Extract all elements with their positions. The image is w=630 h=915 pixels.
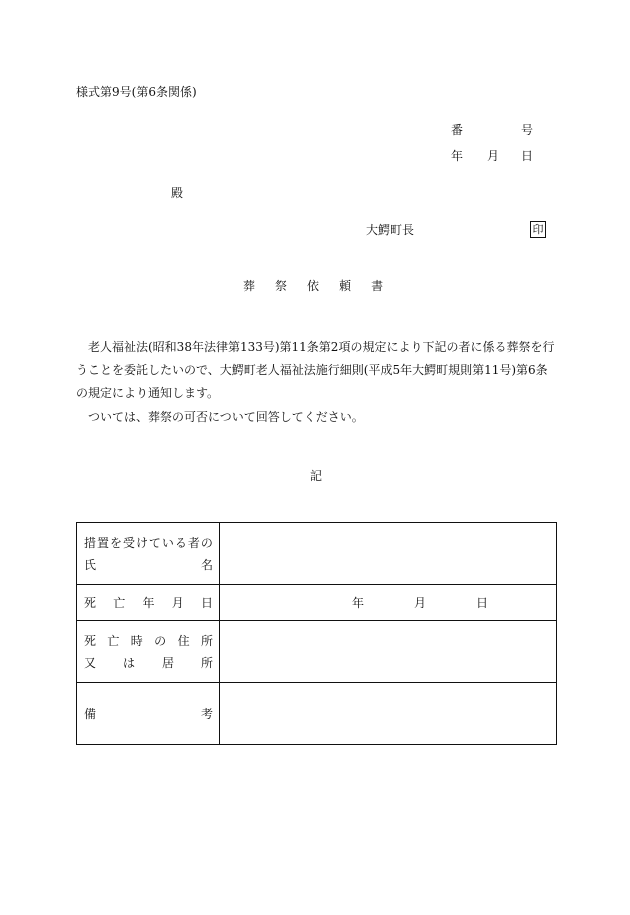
details-table bbox=[76, 522, 557, 745]
deceased-name-field[interactable] bbox=[220, 523, 557, 585]
label-char: 者 bbox=[187, 535, 200, 550]
label-char: 住 bbox=[177, 633, 190, 648]
title-char: 葬 bbox=[243, 279, 256, 293]
address-field[interactable] bbox=[220, 621, 557, 683]
date-year-mark: 年 bbox=[352, 596, 365, 610]
body-paragraph-1: 老人福祉法(昭和38年法律第133号)第11条第2項の規定により下記の者に係る葬祭を行うことを委託したいので、大鰐町老人福祉法施行細則(平成5年大鰐町規則第11号)第6条の規定により通知します。 bbox=[76, 340, 555, 400]
ki-heading: 記 bbox=[310, 469, 323, 483]
label-char: 亡 bbox=[113, 595, 126, 610]
deceased-name-label bbox=[77, 523, 220, 585]
label-char: の bbox=[154, 633, 167, 648]
document-title bbox=[243, 280, 383, 292]
document-number-label: 番 bbox=[451, 123, 464, 137]
document-number-suffix: 号 bbox=[521, 123, 534, 137]
table-row bbox=[77, 523, 557, 585]
label-char: 名 bbox=[200, 557, 213, 572]
remarks-field[interactable] bbox=[220, 683, 557, 745]
title-char: 頼 bbox=[339, 279, 352, 293]
label-char: 置 bbox=[96, 535, 109, 550]
label-char: 措 bbox=[84, 535, 97, 550]
title-char: 書 bbox=[371, 279, 384, 293]
date-month-label: 月 bbox=[487, 149, 500, 163]
date-year-label: 年 bbox=[451, 149, 464, 163]
form-number-label: 様式第9号(第6条関係) bbox=[76, 85, 197, 99]
label-char: は bbox=[122, 655, 135, 670]
title-char: 依 bbox=[307, 279, 320, 293]
date-of-death-field[interactable] bbox=[220, 585, 557, 621]
label-char: 所 bbox=[200, 655, 213, 670]
label-char: 死 bbox=[84, 633, 97, 648]
label-char: 死 bbox=[84, 595, 97, 610]
label-char: 備 bbox=[84, 706, 97, 721]
label-char: 時 bbox=[130, 633, 143, 648]
label-char: の bbox=[200, 535, 213, 550]
seal-mark: 印 bbox=[530, 221, 546, 238]
label-char: い bbox=[161, 535, 174, 550]
sender-name: 大鰐町長 bbox=[366, 223, 415, 237]
addressee-honorific: 殿 bbox=[171, 186, 184, 200]
label-char: 又 bbox=[84, 655, 97, 670]
label-char: 所 bbox=[200, 633, 213, 648]
body-paragraph-2: ついては、葬祭の可否について回答してください。 bbox=[76, 410, 364, 424]
label-char: を bbox=[109, 535, 122, 550]
label-char: 年 bbox=[142, 595, 155, 610]
date-day-mark: 日 bbox=[476, 596, 489, 610]
title-char: 祭 bbox=[275, 279, 288, 293]
label-char: 月 bbox=[171, 595, 184, 610]
table-row bbox=[77, 683, 557, 745]
label-char: 受 bbox=[122, 535, 135, 550]
label-char: け bbox=[135, 535, 148, 550]
table-row bbox=[77, 621, 557, 683]
date-day-label: 日 bbox=[521, 149, 534, 163]
remarks-label bbox=[77, 683, 220, 745]
label-char: 考 bbox=[200, 706, 213, 721]
label-char: て bbox=[148, 535, 161, 550]
address-label bbox=[77, 621, 220, 683]
label-char: 居 bbox=[161, 655, 174, 670]
label-char: 日 bbox=[200, 595, 213, 610]
date-of-death-label bbox=[77, 585, 220, 621]
label-char: 氏 bbox=[84, 557, 97, 572]
date-month-mark: 月 bbox=[414, 596, 427, 610]
label-char: 亡 bbox=[107, 633, 120, 648]
label-char: る bbox=[174, 535, 187, 550]
table-row bbox=[77, 585, 557, 621]
